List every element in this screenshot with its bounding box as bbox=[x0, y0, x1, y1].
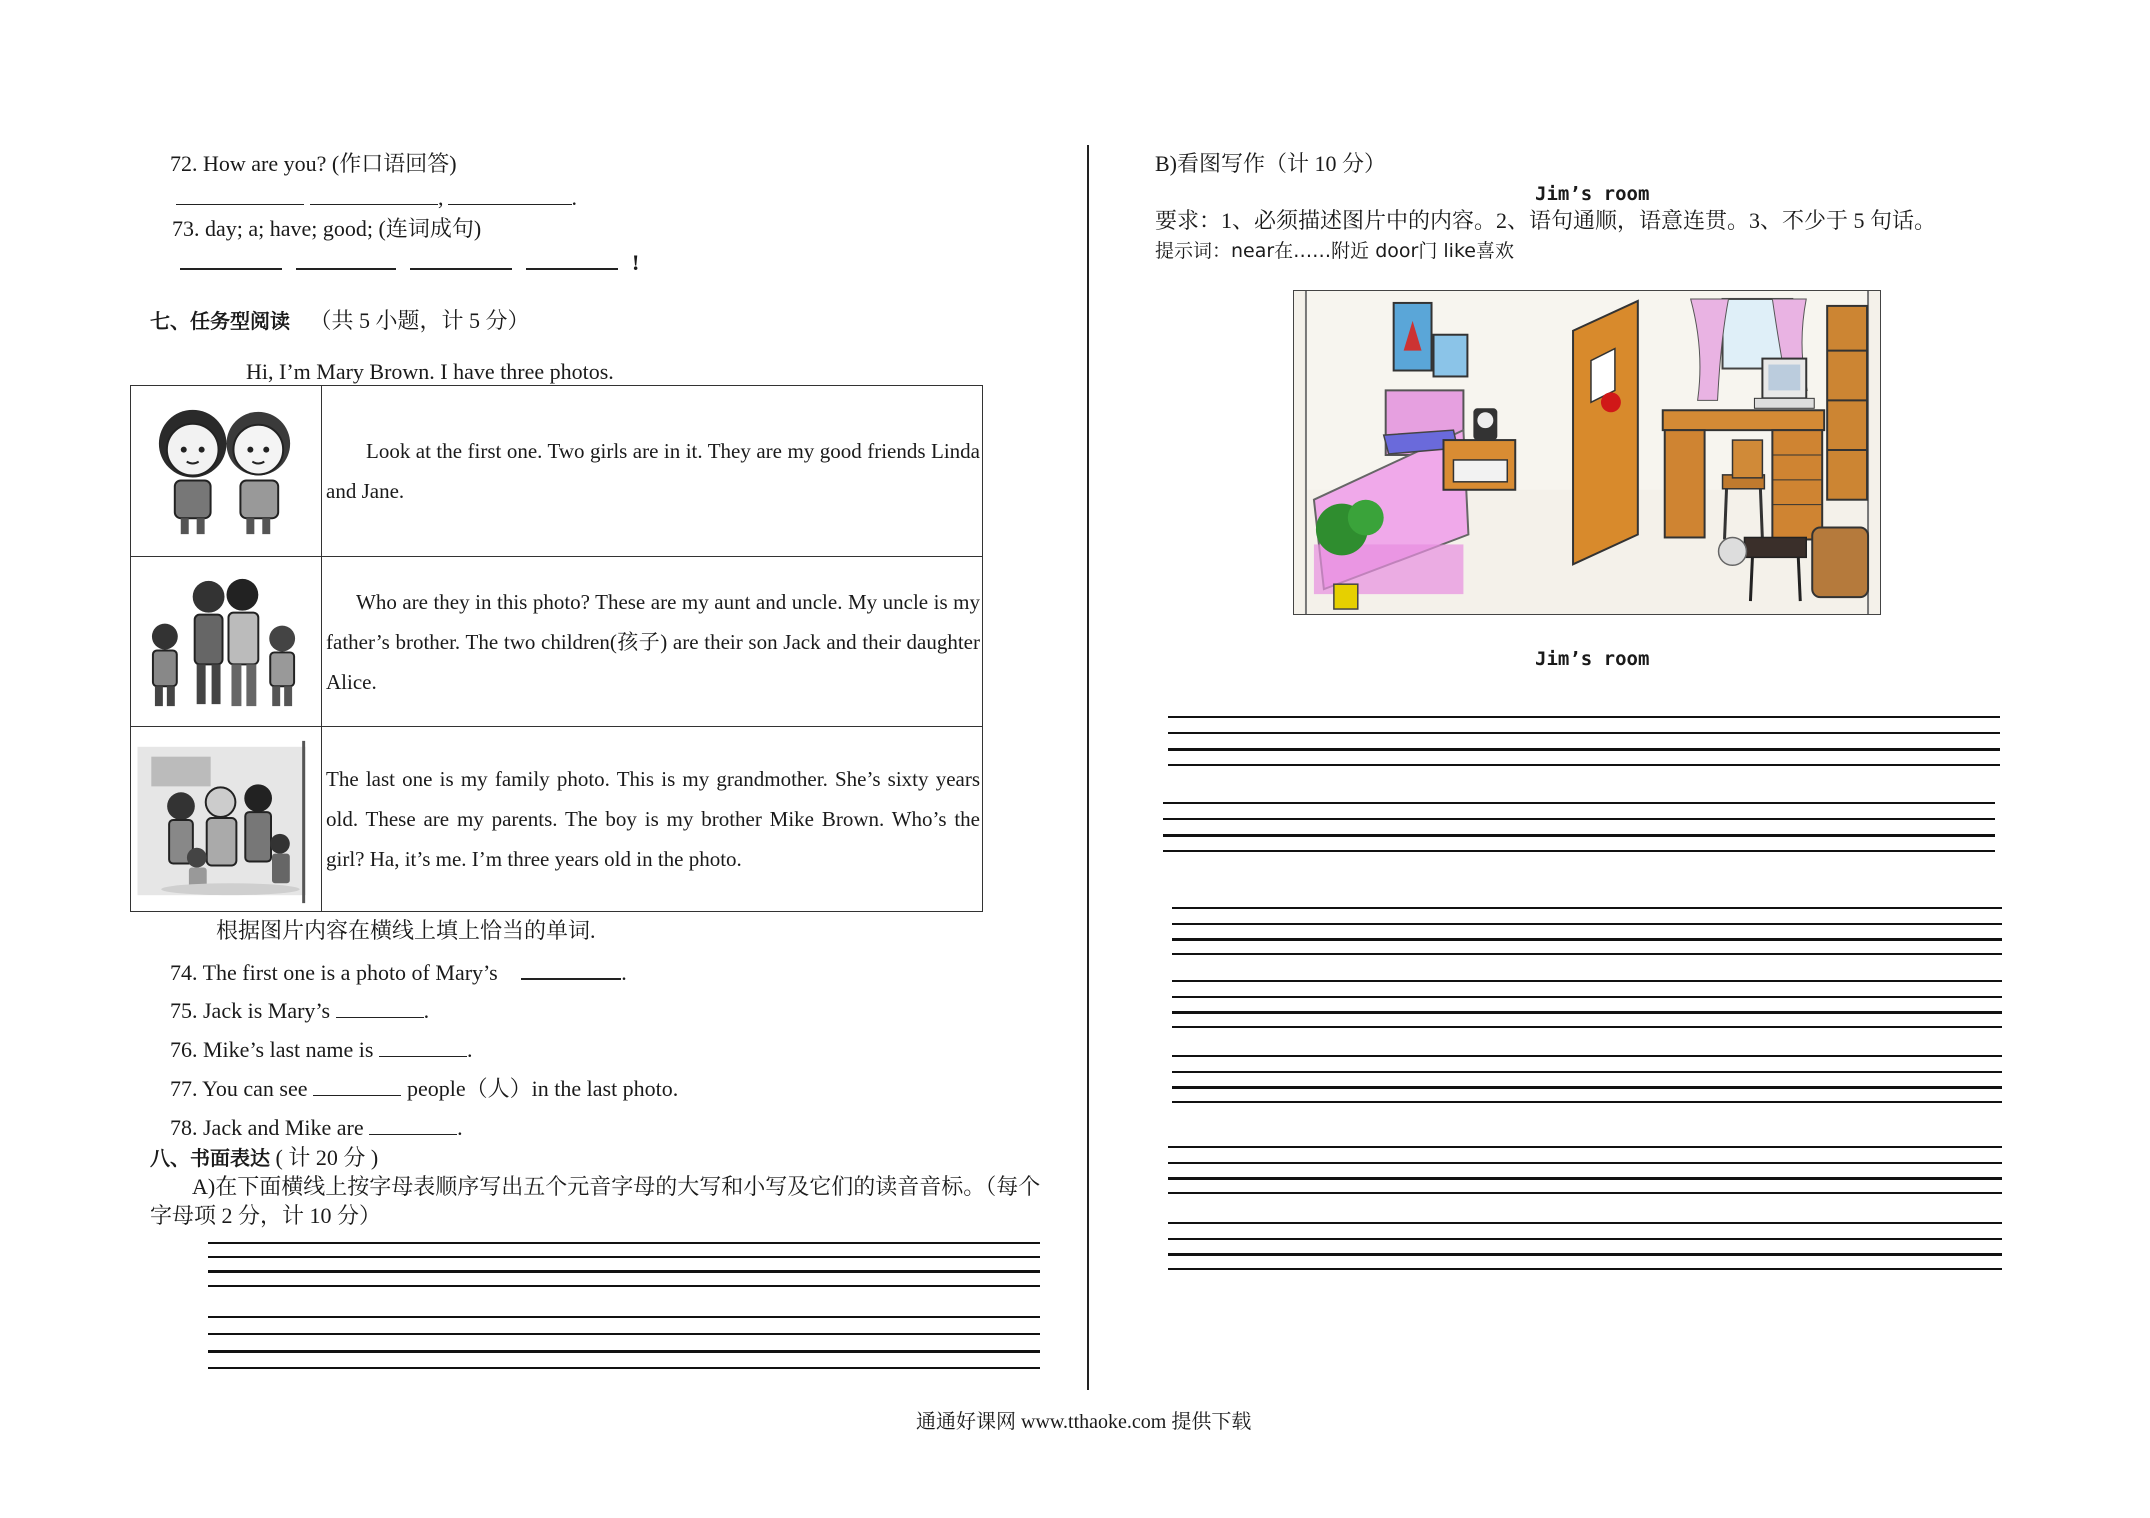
partB-writing-lines-1[interactable] bbox=[1168, 716, 2000, 770]
q75-text: 75. Jack is Mary’s bbox=[170, 998, 331, 1023]
footer-text: 通通好课网 www.tthaoke.com 提供下载 bbox=[916, 1411, 1252, 1433]
section8-heading bbox=[150, 1144, 378, 1172]
section7-heading bbox=[150, 307, 530, 335]
partA-writing-lines-2[interactable] bbox=[208, 1316, 1040, 1376]
two-girls-illustration bbox=[131, 386, 321, 556]
hint-words: 提示词：near在……附近 door门 like喜欢 bbox=[1155, 240, 1514, 262]
q76-blank[interactable] bbox=[379, 1034, 467, 1057]
q74-period: . bbox=[621, 960, 627, 985]
section7-note: （共 5 小题，计 5 分） bbox=[309, 308, 530, 333]
q72-text: 72. How are you? (作口语回答) bbox=[170, 151, 457, 176]
room-illustration bbox=[1294, 291, 1880, 614]
partB-writing-lines-6[interactable] bbox=[1168, 1146, 2002, 1198]
photo-grandmother-family bbox=[131, 727, 322, 911]
partB-writing-lines-2[interactable] bbox=[1163, 802, 1995, 856]
reading-row-3-text: The last one is my family photo. This is my grandmother. She’s sixty years old. These are my parents. The boy is my brother Mike Brown. Who’s the girl? Ha, it’s me. I’m three years old in the photo. bbox=[326, 767, 980, 871]
partB-writing-lines-3[interactable] bbox=[1172, 907, 2002, 959]
q75-period: . bbox=[423, 998, 430, 1023]
partA-line1: A)在下面横线上按字母表顺序写出五个元音字母的大写和小写及它们的读音音标。（每个 bbox=[192, 1174, 1041, 1199]
q78-text: 78. Jack and Mike are bbox=[170, 1115, 364, 1140]
q78-blank[interactable] bbox=[369, 1112, 457, 1135]
q73-blank-2[interactable] bbox=[296, 246, 396, 270]
room-title-bottom: Jim’s room bbox=[1535, 648, 1650, 670]
q72-comma: , bbox=[438, 185, 444, 210]
photo-aunt-uncle-family bbox=[131, 557, 322, 727]
q74 bbox=[170, 956, 627, 987]
q78-period: . bbox=[457, 1115, 463, 1140]
partB-writing-lines-4[interactable] bbox=[1172, 980, 2002, 1032]
reading-row-1 bbox=[322, 386, 982, 557]
q75-blank[interactable] bbox=[336, 995, 424, 1018]
q72-blank-3[interactable] bbox=[448, 182, 572, 205]
reading-row-2 bbox=[322, 557, 982, 727]
room-title-top: Jim’s room bbox=[1535, 183, 1650, 205]
q77-text: 77. You can see bbox=[170, 1076, 308, 1101]
partB-writing-lines-7[interactable] bbox=[1168, 1222, 2002, 1274]
section8-title: 八、书面表达 bbox=[150, 1146, 270, 1170]
q72-blank-2[interactable] bbox=[310, 182, 438, 205]
q72-period: . bbox=[571, 185, 577, 210]
partA-line2: 字母项 2 分，计 10 分） bbox=[150, 1203, 382, 1228]
requirement-text: 要求：1、必须描述图片中的内容。2、语句通顺，语意连贯。3、不少于 5 句话。 bbox=[1155, 208, 1937, 233]
q73-blank-4[interactable] bbox=[526, 246, 618, 270]
q72-blank-1[interactable] bbox=[176, 182, 304, 205]
partB-writing-lines-5[interactable] bbox=[1172, 1055, 2002, 1107]
grandmother-family-illustration bbox=[131, 727, 321, 911]
q74-blank[interactable] bbox=[521, 956, 621, 980]
q73-exclamation: ! bbox=[632, 250, 640, 275]
partB-heading: B)看图写作（计 10 分） bbox=[1155, 151, 1387, 176]
q74-text: 74. The first one is a photo of Mary’s bbox=[170, 960, 498, 985]
photo-two-girls bbox=[131, 386, 322, 557]
q77-rest: people（人）in the last photo. bbox=[407, 1076, 679, 1101]
fill-instruction: 根据图片内容在横线上填上恰当的单词. bbox=[216, 918, 596, 943]
reading-intro: Hi, I’m Mary Brown. I have three photos. bbox=[246, 359, 614, 384]
jims-room-picture bbox=[1293, 290, 1881, 615]
q73-text: 73. day; a; have; good; (连词成句) bbox=[172, 216, 482, 241]
reading-row-3 bbox=[322, 727, 982, 911]
q73-blank-1[interactable] bbox=[180, 246, 282, 270]
q73-blank-3[interactable] bbox=[410, 246, 512, 270]
section7-title: 七、任务型阅读 bbox=[150, 309, 290, 333]
q77 bbox=[170, 1073, 678, 1103]
q73-answer-line bbox=[180, 246, 639, 277]
section8-note: ( 计 20 分 ) bbox=[275, 1145, 379, 1170]
family-group-illustration bbox=[131, 557, 321, 726]
q72-answer-line bbox=[176, 182, 577, 212]
column-divider bbox=[1087, 145, 1089, 1390]
partA-writing-lines-1[interactable] bbox=[208, 1242, 1040, 1290]
q76 bbox=[170, 1034, 472, 1064]
q78 bbox=[170, 1112, 463, 1142]
reading-table bbox=[130, 385, 983, 912]
q77-blank[interactable] bbox=[313, 1073, 401, 1096]
q75 bbox=[170, 995, 429, 1025]
q76-text: 76. Mike’s last name is bbox=[170, 1037, 374, 1062]
q76-period: . bbox=[466, 1037, 473, 1062]
reading-row-1-text: Look at the first one. Two girls are in it. They are my good friends Linda and Jane. bbox=[326, 439, 980, 503]
reading-row-2-text: Who are they in this photo? These are my aunt and uncle. My uncle is my father’s brother. The two children(孩子) are their son Jack and their daughter Alice. bbox=[326, 589, 980, 694]
